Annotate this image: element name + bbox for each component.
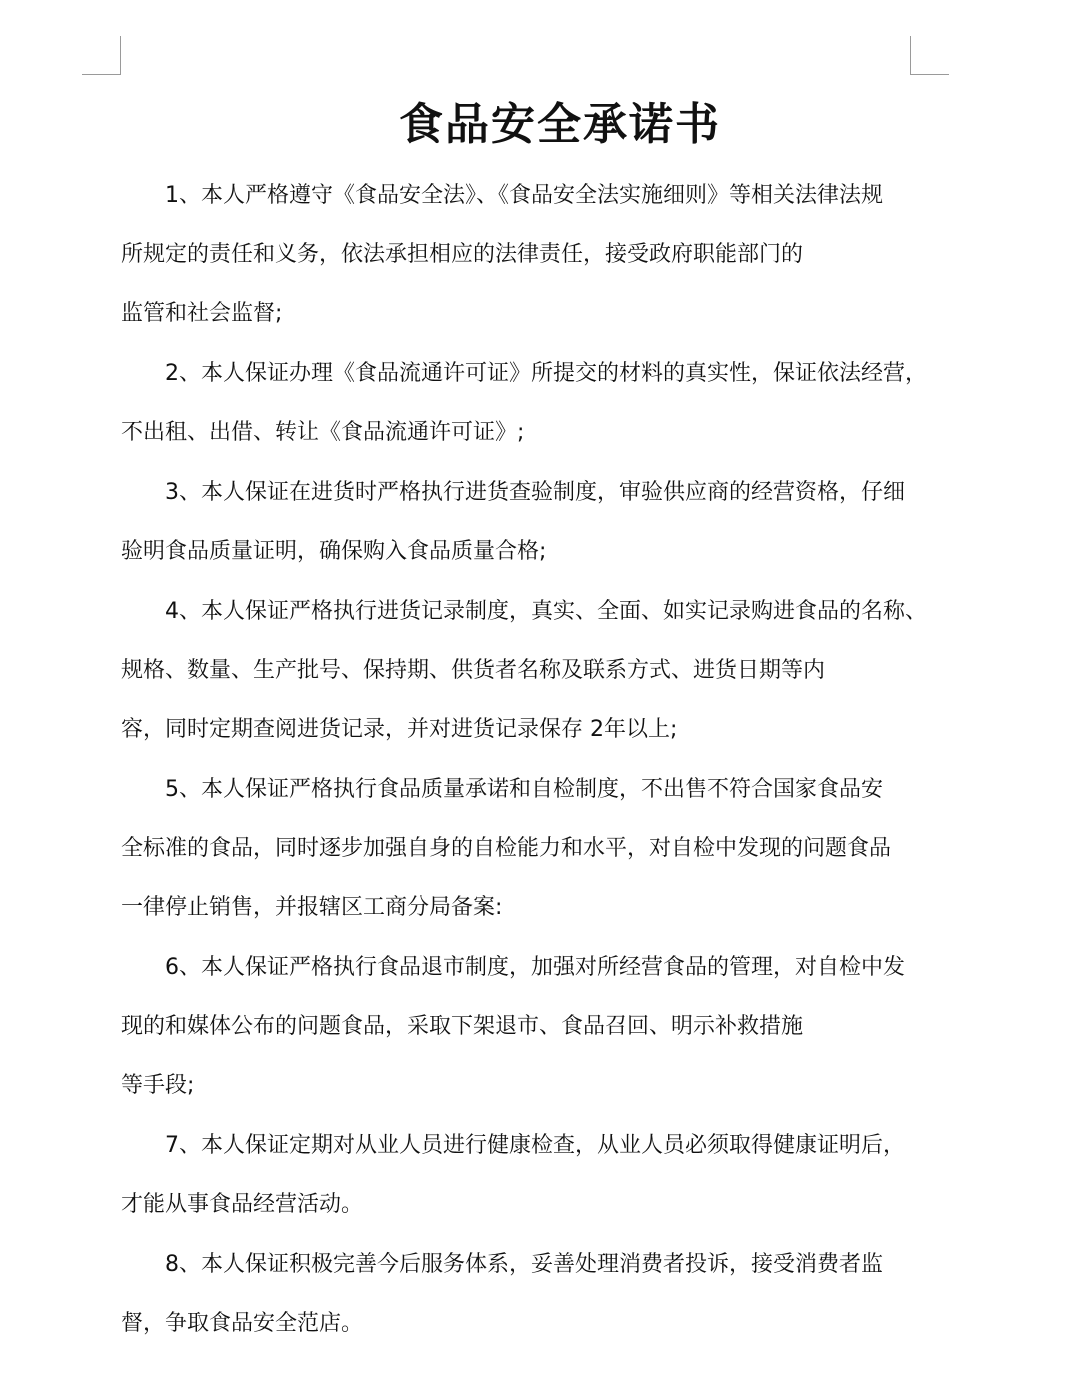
paragraph-5-line-1: 5、本人保证严格执行食品质量承诺和自检制度，不出售不符合国家食品安 xyxy=(165,777,883,802)
paragraph-5-line-3: 一律停止销售，并报辖区工商分局备案: xyxy=(121,895,503,920)
paragraph-7-line-1: 7、本人保证定期对从业人员进行健康检查，从业人员必须取得健康证明后， xyxy=(165,1133,905,1158)
paragraph-8-line-2: 督，争取食品安全范店。 xyxy=(121,1311,364,1336)
paragraph-4-line-1: 4、本人保证严格执行进货记录制度，真实、全面、如实记录购进食品的名称、 xyxy=(165,599,927,624)
paragraph-3-line-2: 验明食品质量证明，确保购入食品质量合格; xyxy=(121,539,547,564)
paragraph-3-line-1: 3、本人保证在进货时严格执行进货查验制度，审验供应商的经营资格，仔细 xyxy=(165,480,905,505)
paragraph-1-line-1: 1、本人严格遵守《食品安全法》、《食品安全法实施细则》等相关法律法规 xyxy=(165,183,883,208)
paragraph-1-line-3: 监管和社会监督; xyxy=(121,301,283,326)
paragraph-1-line-2: 所规定的责任和义务，依法承担相应的法律责任，接受政府职能部门的 xyxy=(121,242,804,267)
paragraph-4-line-3: 容，同时定期查阅进货记录，并对进货记录保存 2年以上; xyxy=(121,717,678,742)
paragraph-2-line-1: 2、本人保证办理《食品流通许可证》所提交的材料的真实性，保证依法经营， xyxy=(165,361,927,386)
paragraph-7-line-2: 才能从事食品经营活动。 xyxy=(121,1192,364,1217)
top-left-margin-mark xyxy=(82,36,121,75)
paragraph-6-line-2: 现的和媒体公布的问题食品，采取下架退市、食品召回、明示补救措施 xyxy=(121,1014,804,1039)
paragraph-2-line-2: 不出租、出借、转让《食品流通许可证》; xyxy=(121,420,525,445)
document-title: 食品安全承诺书 xyxy=(399,99,721,150)
paragraph-6-line-1: 6、本人保证严格执行食品退市制度，加强对所经营食品的管理，对自检中发 xyxy=(165,955,905,980)
paragraph-5-line-2: 全标准的食品，同时逐步加强自身的自检能力和水平，对自检中发现的问题食品 xyxy=(121,836,892,861)
paragraph-6-line-3: 等手段; xyxy=(121,1073,195,1098)
top-right-margin-mark xyxy=(910,36,949,75)
paragraph-8-line-1: 8、本人保证积极完善今后服务体系，妥善处理消费者投诉，接受消费者监 xyxy=(165,1252,883,1277)
paragraph-4-line-2: 规格、数量、生产批号、保持期、供货者名称及联系方式、进货日期等内 xyxy=(121,658,826,683)
